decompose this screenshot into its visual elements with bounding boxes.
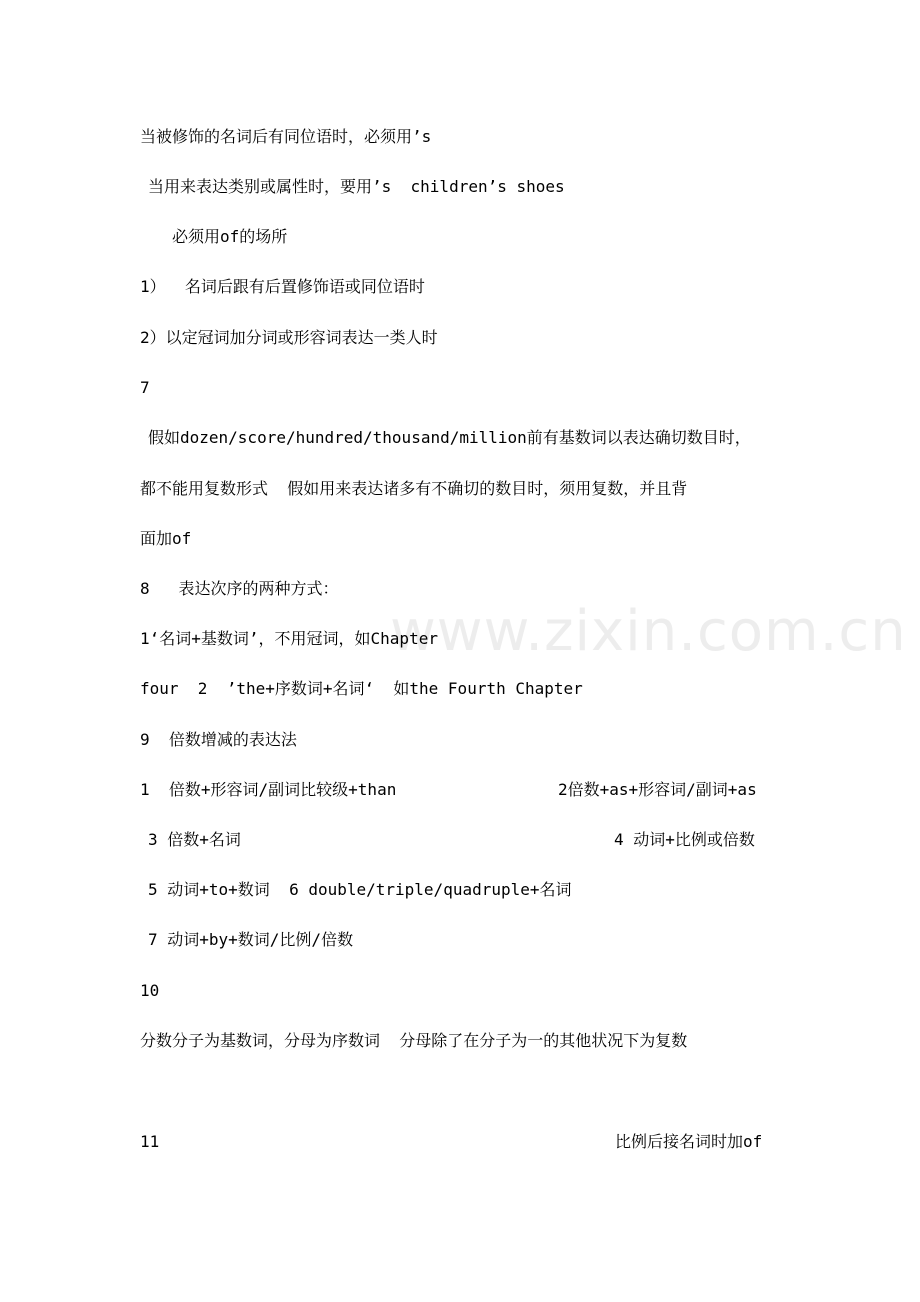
text-line: 比例后接名词时加of [615, 1132, 763, 1151]
section-number: 10 [140, 981, 160, 1000]
text-line: 9 倍数增减的表达法 [140, 730, 297, 749]
text-line: 5 动词+to+数词 6 double/triple/quadruple+名词 [148, 880, 572, 899]
text-line: 2）以定冠词加分词或形容词表达一类人时 [140, 328, 438, 347]
text-line: 当用来表达类别或属性时，要用’s children’s shoes [148, 177, 565, 196]
text-line: 3 倍数+名词 [148, 830, 241, 849]
watermark: www.zixin.com.cn [390, 599, 907, 664]
section-number: 11 [140, 1132, 160, 1151]
text-line: 分数分子为基数词，分母为序数词 分母除了在分子为一的其他状况下为复数 [140, 1031, 688, 1050]
text-line: 面加of [140, 529, 192, 548]
text-line: 当被修饰的名词后有同位语时，必须用’s [140, 127, 432, 146]
text-line: 8 表达次序的两种方式： [140, 579, 339, 598]
text-line: 必须用of的场所 [172, 227, 288, 246]
text-line: 2倍数+as+形容词/副词+as [558, 780, 757, 799]
text-line: 7 动词+by+数词/比例/倍数 [148, 930, 354, 949]
text-line: 都不能用复数形式 假如用来表达诸多有不确切的数目时，须用复数，并且背 [140, 479, 688, 498]
section-number: 7 [140, 378, 150, 397]
text-line: 假如dozen/score/hundred/thousand/million前有基数词以表达确切数目时， [148, 428, 751, 447]
text-line: 1 倍数+形容词/副词比较级+than [140, 780, 397, 799]
text-line: four 2 ’the+序数词+名词‘ 如the Fourth Chapter [140, 679, 583, 698]
text-line: 1） 名词后跟有后置修饰语或同位语时 [140, 277, 425, 296]
text-line: 1‘名词+基数词’，不用冠词，如Chapter [140, 629, 438, 648]
text-line: 4 动词+比例或倍数 [614, 830, 755, 849]
